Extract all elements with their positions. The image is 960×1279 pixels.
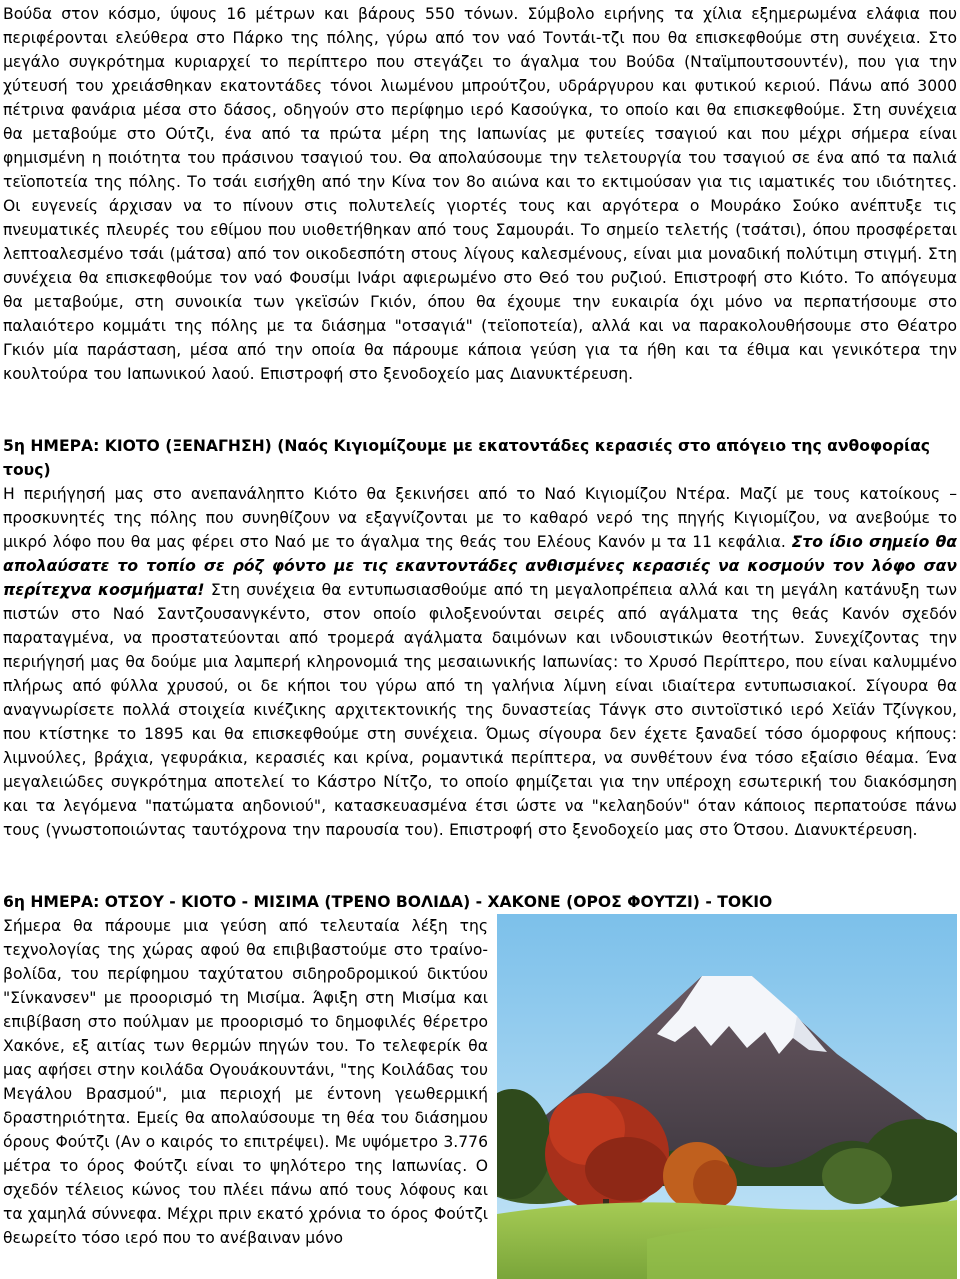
day5-paragraph — [3, 482, 957, 842]
day6-heading: 6η ΗΜΕΡΑ: ΟΤΣΟΥ - ΚΙΟΤΟ - ΜΙΣΙΜΑ (ΤΡΕΝΟ ΒΟΛΙΔΑ) - ΧΑΚΟΝΕ (ΟΡΟΣ ΦΟΥΤΖΙ) - ΤΟΚΙΟ — [3, 893, 773, 911]
day5-text-a: Η περιήγησή μας στο ανεπανάληπτο Κιότο θα ξεκινήσει από το Ναό Κιγιομίζου Ντέρα. Μαζί με τους κατοίκους – προσκυνητές της πόλης που συνηθίζουν να εξαγνίζονται με το καθαρό νερό της πηγής Κιγιομίζου, να ανεβούμε το μικρό λόφο που θα μας φέρει στο Ναό με το άγαλμα της θεάς του Ελέους Κανόν μ τα 11 κεφάλια. — [3, 485, 957, 551]
day6-paragraph: Σήμερα θα πάρουμε μια γεύση από τελευταία λέξη της τεχνολογίας της χώρας αφού θα επιβιβαστούμε στο τραίνο-βολίδα, του περίφημου ταχύτατου σιδηροδρομικού δικτύου "Σίνκανσεν" με προορισμό τη Μισίμα. Άφιξη στη Μισίμα και επιβίβαση στο πούλμαν με προορισμό το δημοφιλές θέρετρο Χακόνε, εξ αιτίας των θερμών πηγών του. Το τελεφερίκ θα μας αφήσει στην κοιλάδα Ογουάκουντάνι, "της Κοιλάδας του Μεγάλου Βρασμού", μια περιοχή με έντονη γεωθερμική δραστηριότητα. Εμείς θα απολαύσουμε τη θέα του διάσημου όρους Φούτζι (Αν ο καιρός το επιτρέψει). Με υψόμετρο 3.776 μέτρα το όρος Φούτζι είναι το ψηλότερο της Ιαπωνίας. Ο σχεδόν τέλειος κώνος του πλέει πάνω από τους λόφους και τα χαμηλά σύννεφα. Μέχρι πριν εκατό χρόνια το όρος Φούτζι θεωρείτο τόσο ιερό που το ανέβαιναν μόνο — [3, 917, 488, 1247]
day5-text-b: Στη συνέχεια θα εντυπωσιασθούμε από τη μεγαλοπρέπεια αλλά και τη μεγάλη κατάνυξη των πιστών στο Ναό Σαντζουσανγκέντο, στον οποίο φιλοξενούνται σειρές από αγάλματα της θεάς Κανόν σχεδόν παραταγμένα, να προστατεύονται από τρομερά αγάλματα δαιμόνων και ινδουιστικών θεοτήτων. Συνεχίζοντας την περιήγησή μας θα δούμε μια λαμπερή κληρονομιά της μεσαιωνικής Ιαπωνίας: το Χρυσό Περίπτερο, που είναι καλυμμένο πλήρως από φύλλα χρυσού, οι δε κήποι του γύρω από τη γαλήνια λίμνη είναι ιδιαίτερα εντυπωσιακοί. Σίγουρα θα αναγνωρίσετε πολλά στοιχεία κινέζικης αρχιτεκτονικής της δυναστείας Τάνγκ στο σιντοϊστικό ιερό Χεϊάν Τζίνγκου, που κτίστηκε το 1895 και θα επισκεφθούμε στη συνέχεια. Όμως σίγουρα δεν έχετε ξαναδεί τόσο όμορφους κήπους: λιμνούλες, βράχια, γεφυράκια, κερασιές και κρίνα, ρομαντικά περίπτερα, να συνθέτουν ένα τόσο εξαίσιο θέαμα. Ένα μεγαλειώδες συγκρότημα αποτελεί το Κάστρο Νίτζο, το οποίο φημίζεται για την υπέροχη εσωτερική του διακόσμηση και τα λεγόμενα "πατώματα αηδονιού", κατασκευασμένα έτσι ώστε να "κελαηδούν" όταν κάποιος περπατούσε πάνω τους (γνωστοποιώντας ταυτόχρονα την παρουσία του). Επιστροφή στο ξενοδοχείο μας στο Ότσου. Διανυκτέρευση. — [3, 581, 957, 839]
intro-paragraph: Βούδα στον κόσμο, ύψους 16 μέτρων και βάρους 550 τόνων. Σύμβολο ειρήνης τα χίλια εξημερωμένα ελάφια που περιφέρονται ελεύθερα στο Πάρκο της πόλης, γύρω από τον ναό Τοντάι-τζι που θα επισκεφθούμε στη συνέχεια. Στο μεγάλο συγκρότημα κυριαρχεί το περίπτερο που στεγάζει το άγαλμα του Βούδα (Νταϊμπουτσουντέν), που για την χύτευσή του χρειάσθηκαν εκατοντάδες τόνοι λιωμένου μπρούτζου, υδράργυρου και φυτικού κεριού. Πάνω από 3000 πέτρινα φανάρια μέσα στο δάσος, οδηγούν στο περίφημο ιερό Κασούγκα, το οποίο και θα επισκεφθούμε. Στη συνέχεια θα μεταβούμε στο Ούτζι, ένα από τα πρώτα μέρη της Ιαπωνίας με φυτείες τσαγιού και που μέχρι σήμερα είναι φημισμένη η ποιότητα του πράσινου τσαγιού του. Θα απολαύσουμε την τελετουργία του τσαγιού σε ένα από τα παλιά τεϊοποτεία της πόλης. Το τσάι εισήχθη από την Κίνα τον 8ο αιώνα και το εκτιμούσαν για τις ιαματικές του ιδιότητες. Οι ευγενείς άρχισαν να το πίνουν στις πολυτελείς γιορτές τους και αργότερα ο Μουράκο Σούκο ανέπτυξε τις πνευματικές πλευρές του εθίμου που υιοθετήθηκαν από τους Σαμουράι. Το σημείο τελετής (τσάτσι), όπου προσφέρεται λεπτοαλεσμένο τσάι (μάτσα) από τον οικοδεσπότη στους λίγους καλεσμένους, είναι μια μοναδική πολύτιμη στιγμή. Στη συνέχεια θα επισκεφθούμε τον ναό Φουσίμι Ινάρι αφιερωμένο στο Θεό του ρυζιού. Επιστροφή στο Κιότο. Το απόγευμα θα μεταβούμε, στη συνοικία των γκεϊσών Γκιόν, όπου θα έχουμε την ευκαιρία όχι μόνο να περπατήσουμε στο παλαιότερο κομμάτι της πόλης με τα διάσημα "οτσαγιά" (τεϊοποτεία), αλλά και να παρακολουθήσουμε στο Θέατρο Γκιόν μία παράσταση, μέσα από την οποία θα πάρουμε κάποια γεύση για τα ήθη και τα έθιμα και γενικότερα την κουλτούρα του Ιαπωνικού λαού. Επιστροφή στο ξενοδοχείο μας Διανυκτέρευση. — [3, 5, 957, 383]
mount-fuji-photo — [497, 914, 957, 1279]
day5-highlight: Στο ίδιο σημείο θα απολαύσατε το τοπίο σε ρόζ φόντο με τις εκαντοντάδες ανθισμένες κερασιές να κοσμούν τον λόφο σαν περίτεχνα κοσμήματα! — [3, 533, 957, 599]
day5-heading: 5η ΗΜΕΡΑ: ΚΙΟΤΟ (ΞΕΝΑΓΗΣΗ) (Ναός Κιγιομίζουμε με εκατοντάδες κερασιές στο απόγειο της ανθοφορίας τους) — [3, 437, 931, 479]
